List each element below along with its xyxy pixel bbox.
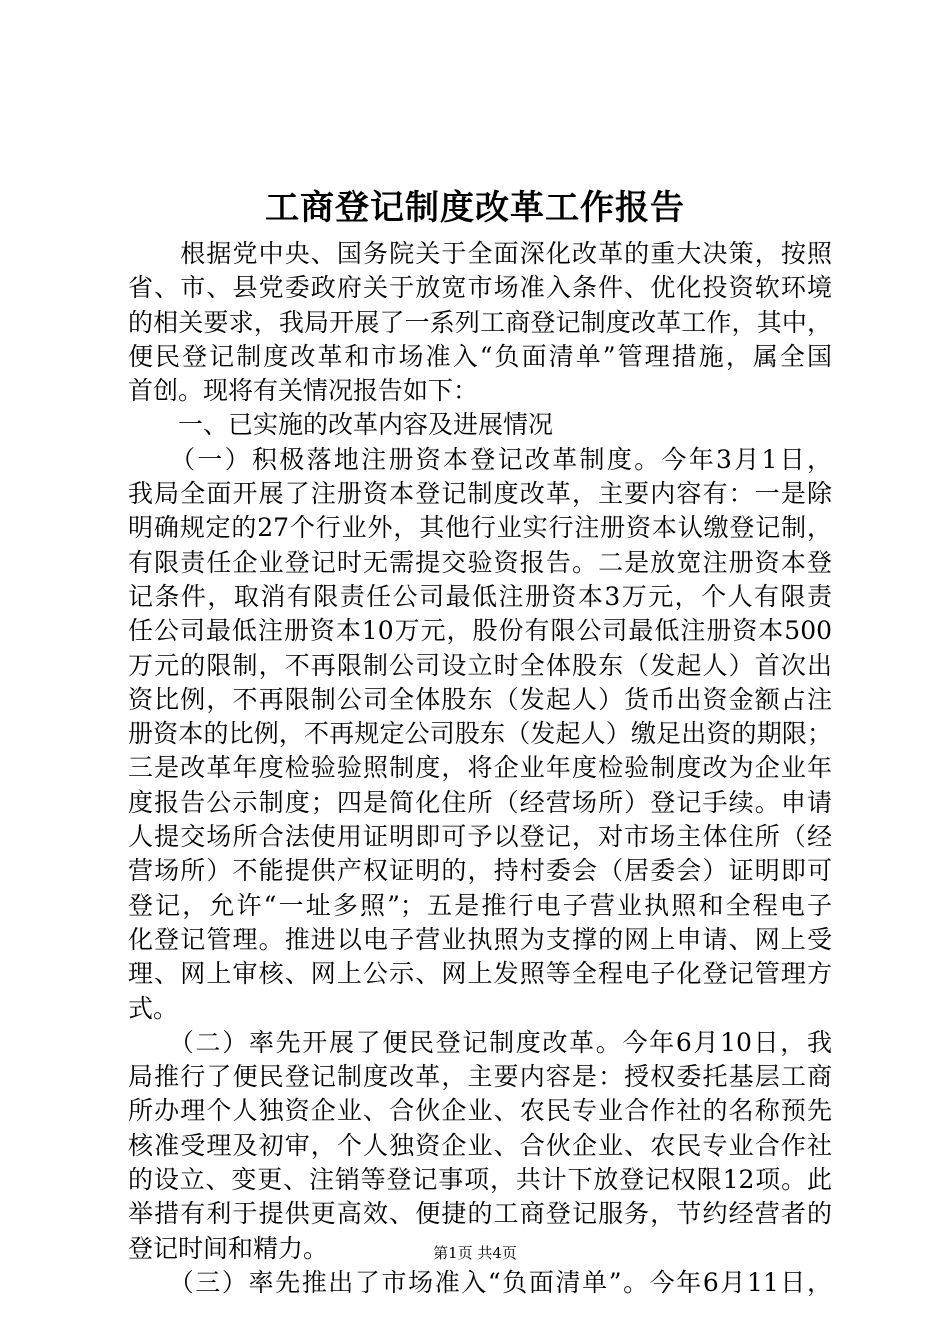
body-line: 化登记管理。推进以电子营业执照为支撑的网上申请、网上受: [128, 924, 832, 954]
body-line: 的设立、变更、注销等登记事项，共计下放登记权限12项。此: [128, 1165, 832, 1195]
body-line: 核准受理及初审，个人独资企业、合伙企业、农民专业合作社: [128, 1130, 832, 1160]
body-line: 册资本的比例，不再规定公司股东（发起人）缴足出资的期限；: [128, 719, 832, 749]
body-line: 有限责任企业登记时无需提交验资报告。二是放宽注册资本登: [128, 547, 832, 577]
body-line: 度报告公示制度；四是简化住所（经营场所）登记手续。申请: [128, 787, 832, 817]
body-line: 的相关要求，我局开展了一系列工商登记制度改革工作，其中，: [128, 307, 832, 337]
body-line: 根据党中央、国务院关于全面深化改革的重大决策，按照: [128, 239, 832, 268]
body-line: 明确规定的27个行业外，其他行业实行注册资本认缴登记制，: [128, 513, 832, 543]
body-line: （三）率先推出了市场准入“负面清单”。今年6月11日，: [128, 1267, 832, 1297]
body-line: 省、市、县党委政府关于放宽市场准入条件、优化投资软环境: [128, 273, 832, 303]
body-line: （二）率先开展了便民登记制度改革。今年6月10日，我: [128, 1027, 832, 1057]
body-line: 任公司最低注册资本10万元，股份有限公司最低注册资本500: [128, 616, 832, 646]
document-title: 工商登记制度改革工作报告: [265, 188, 685, 228]
body-line: 记条件，取消有限责任公司最低注册资本3万元，个人有限责: [128, 581, 832, 611]
body-line: 人提交场所合法使用证明即可予以登记，对市场主体住所（经: [128, 822, 832, 852]
body-line: 登记时间和精力。: [128, 1233, 329, 1263]
body-line: 营场所）不能提供产权证明的，持村委会（居委会）证明即可: [128, 856, 832, 886]
body-line: （一）积极落地注册资本登记改革制度。今年3月1日，: [128, 444, 832, 474]
document-body: [128, 237, 832, 1300]
body-line: 局推行了便民登记制度改革，主要内容是：授权委托基层工商: [128, 1062, 832, 1092]
body-line: 一、已实施的改革内容及进展情况: [128, 410, 554, 440]
page-footer: 第1页 共4页: [433, 1244, 517, 1262]
body-line: 所办理个人独资企业、合伙企业、农民专业合作社的名称预先: [128, 1096, 832, 1126]
body-line: 首创。现将有关情况报告如下：: [128, 376, 479, 406]
body-line: 我局全面开展了注册资本登记制度改革，主要内容有：一是除: [128, 479, 832, 509]
body-line: 三是改革年度检验验照制度，将企业年度检验制度改为企业年: [128, 753, 832, 783]
body-line: 式。: [128, 993, 179, 1023]
body-line: 资比例，不再限制公司全体股东（发起人）货币出资金额占注: [128, 684, 832, 714]
body-line: 万元的限制，不再限制公司设立时全体股东（发起人）首次出: [128, 650, 832, 680]
body-line: 登记，允许“一址多照”；五是推行电子营业执照和全程电子: [128, 890, 832, 920]
body-line: 便民登记制度改革和市场准入“负面清单”管理措施，属全国: [128, 341, 832, 371]
body-line: 举措有利于提供更高效、便捷的工商登记服务，节约经营者的: [128, 1199, 832, 1229]
body-line: 理、网上审核、网上公示、网上发照等全程电子化登记管理方: [128, 959, 832, 989]
